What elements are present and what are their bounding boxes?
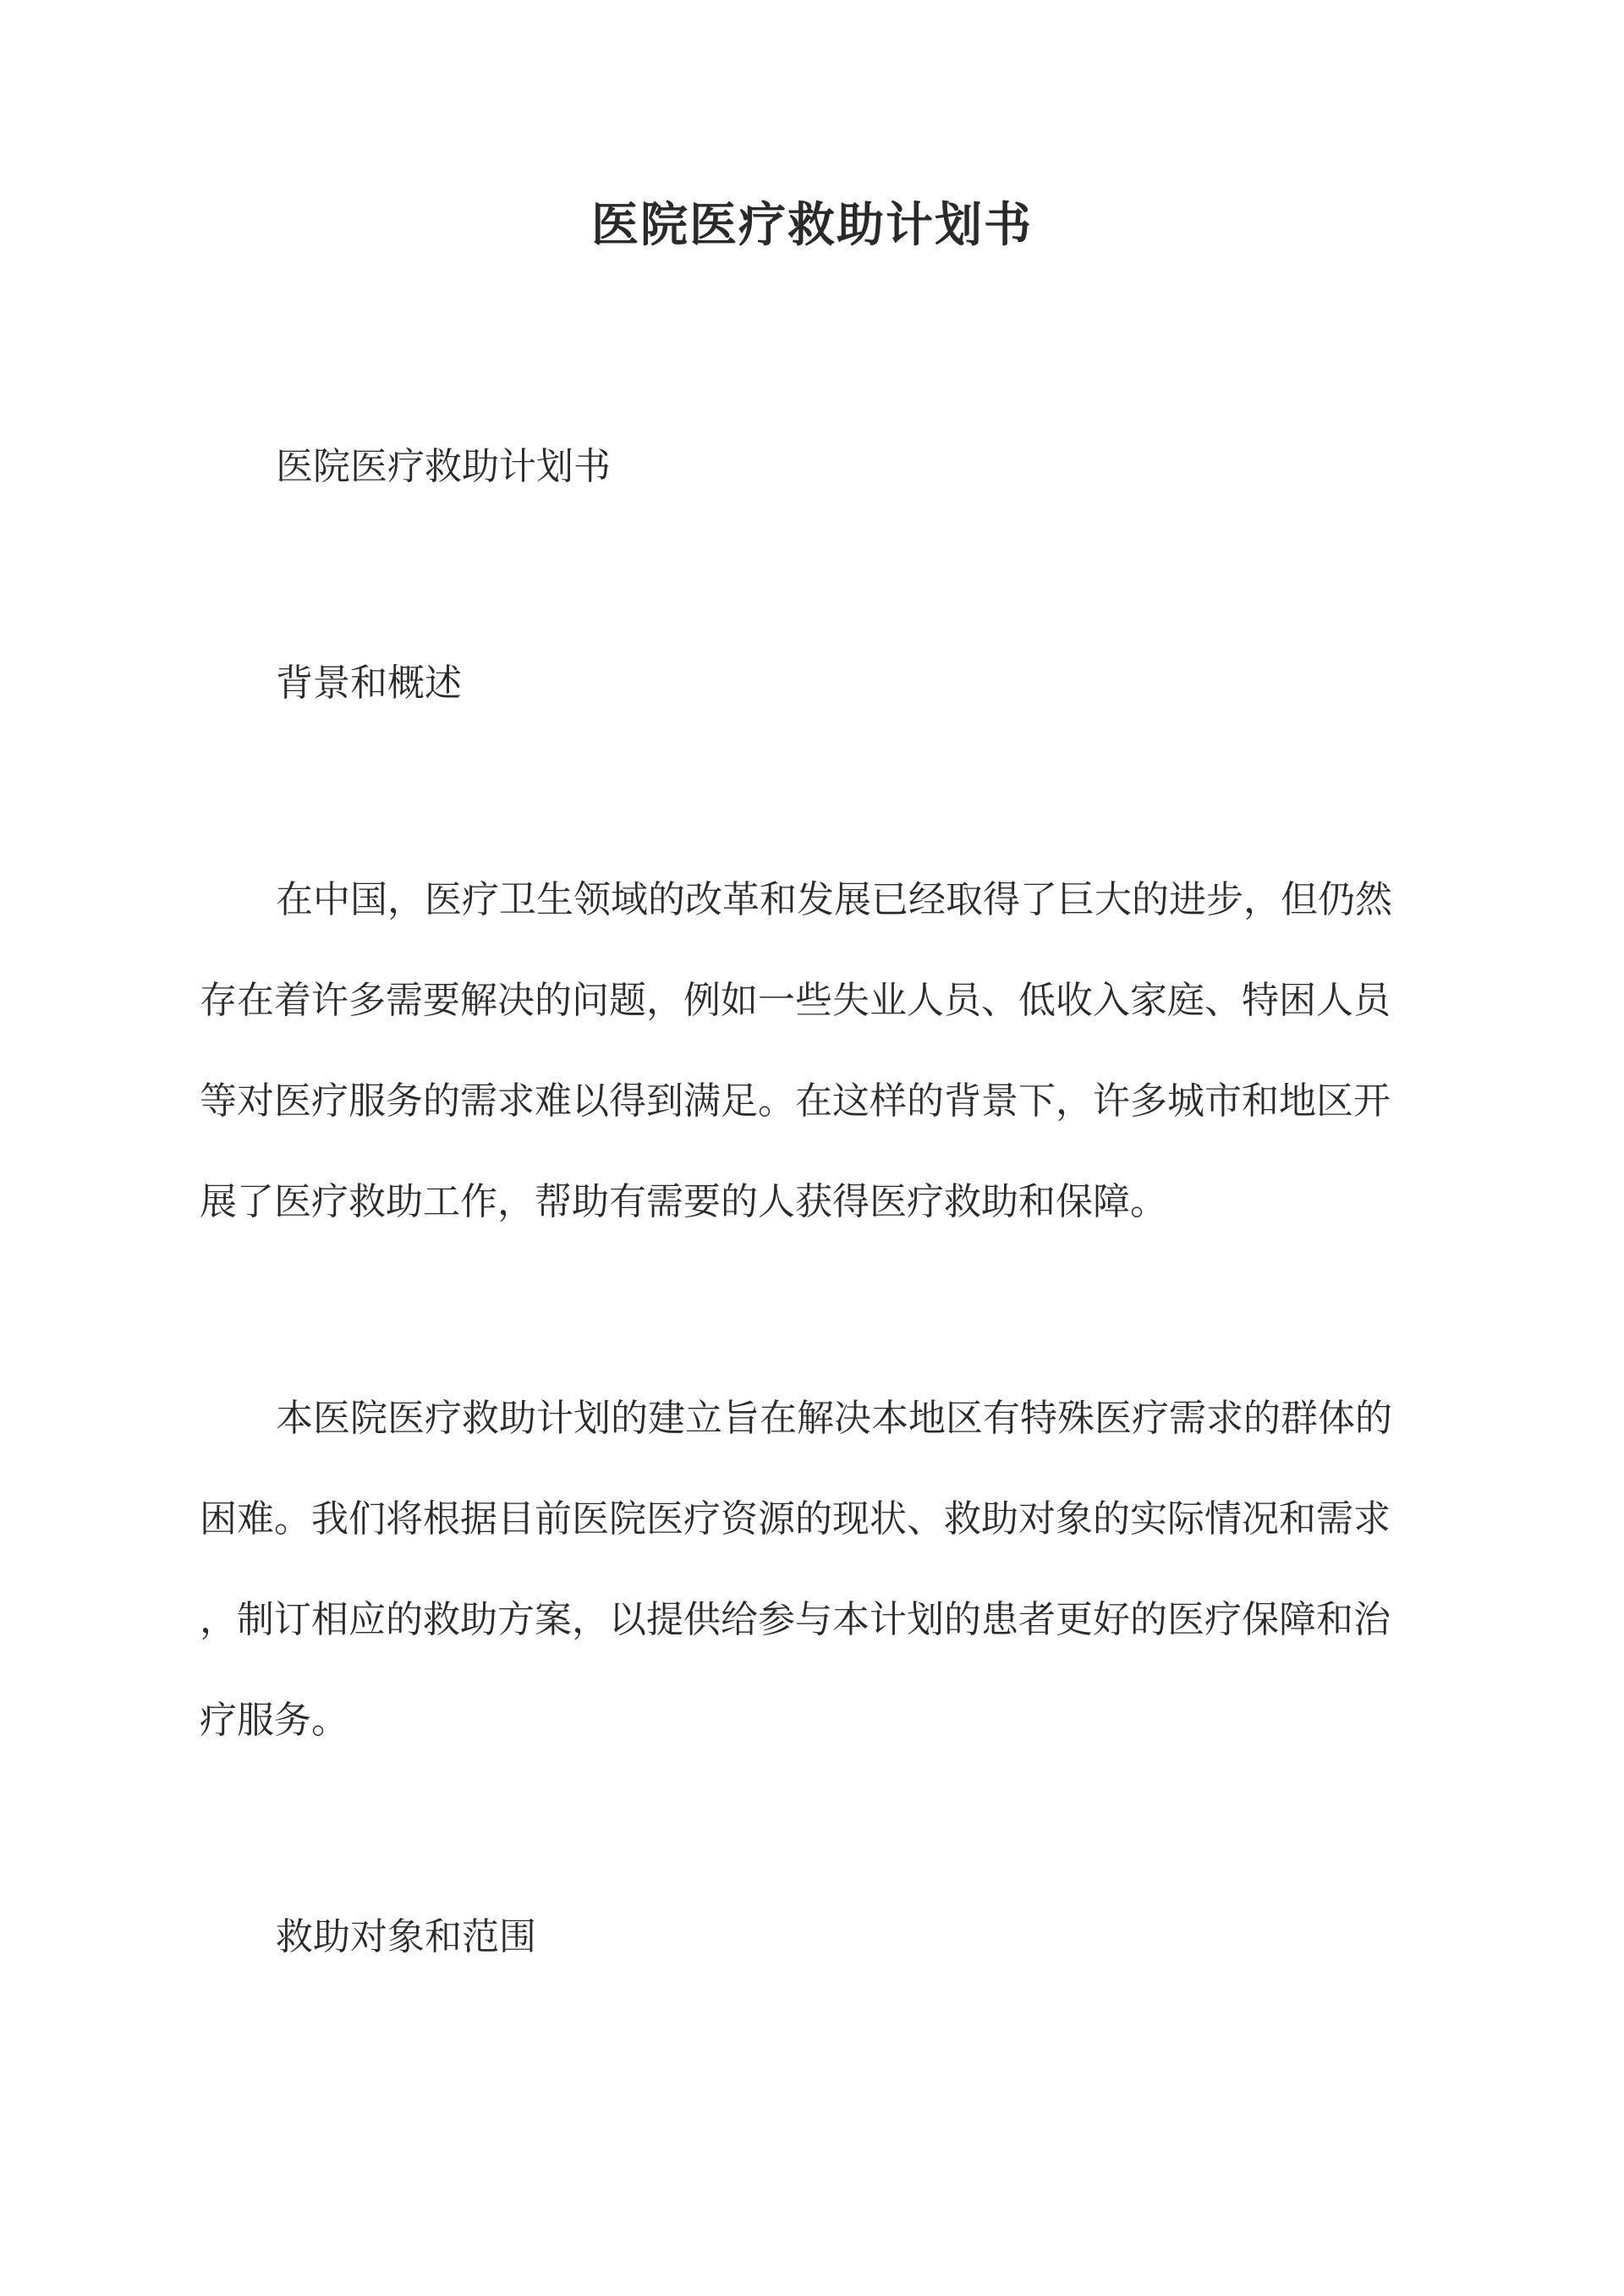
paragraph-line: 等对医疗服务的需求难以得到满足。在这样的背景下，许多城市和地区开 <box>200 1079 1391 1123</box>
section-heading-background: 背景和概述 <box>276 662 462 705</box>
section-heading-scope: 救助对象和范围 <box>276 1915 536 1958</box>
paragraph-line: 存在着许多需要解决的问题，例如一些失业人员、低收入家庭、特困人员 <box>200 979 1391 1022</box>
paragraph-line: 困难。我们将根据目前医院医疗资源的现状、救助对象的实际情况和需求 <box>200 1497 1391 1541</box>
document-subtitle: 医院医疗救助计划书 <box>276 445 611 488</box>
paragraph-line: 在中国，医疗卫生领域的改革和发展已经取得了巨大的进步，但仍然 <box>276 878 1392 921</box>
paragraph-line: ，制订相应的救助方案，以提供给参与本计划的患者更好的医疗保障和治 <box>200 1598 1391 1641</box>
paragraph-line: 本医院医疗救助计划的建立旨在解决本地区有特殊医疗需求的群体的 <box>276 1397 1392 1440</box>
paragraph-line: 展了医疗救助工作，帮助有需要的人获得医疗救助和保障。 <box>200 1180 1167 1223</box>
paragraph-line: 疗服务。 <box>200 1699 348 1742</box>
document-title: 医院医疗救助计划书 <box>591 197 1033 253</box>
